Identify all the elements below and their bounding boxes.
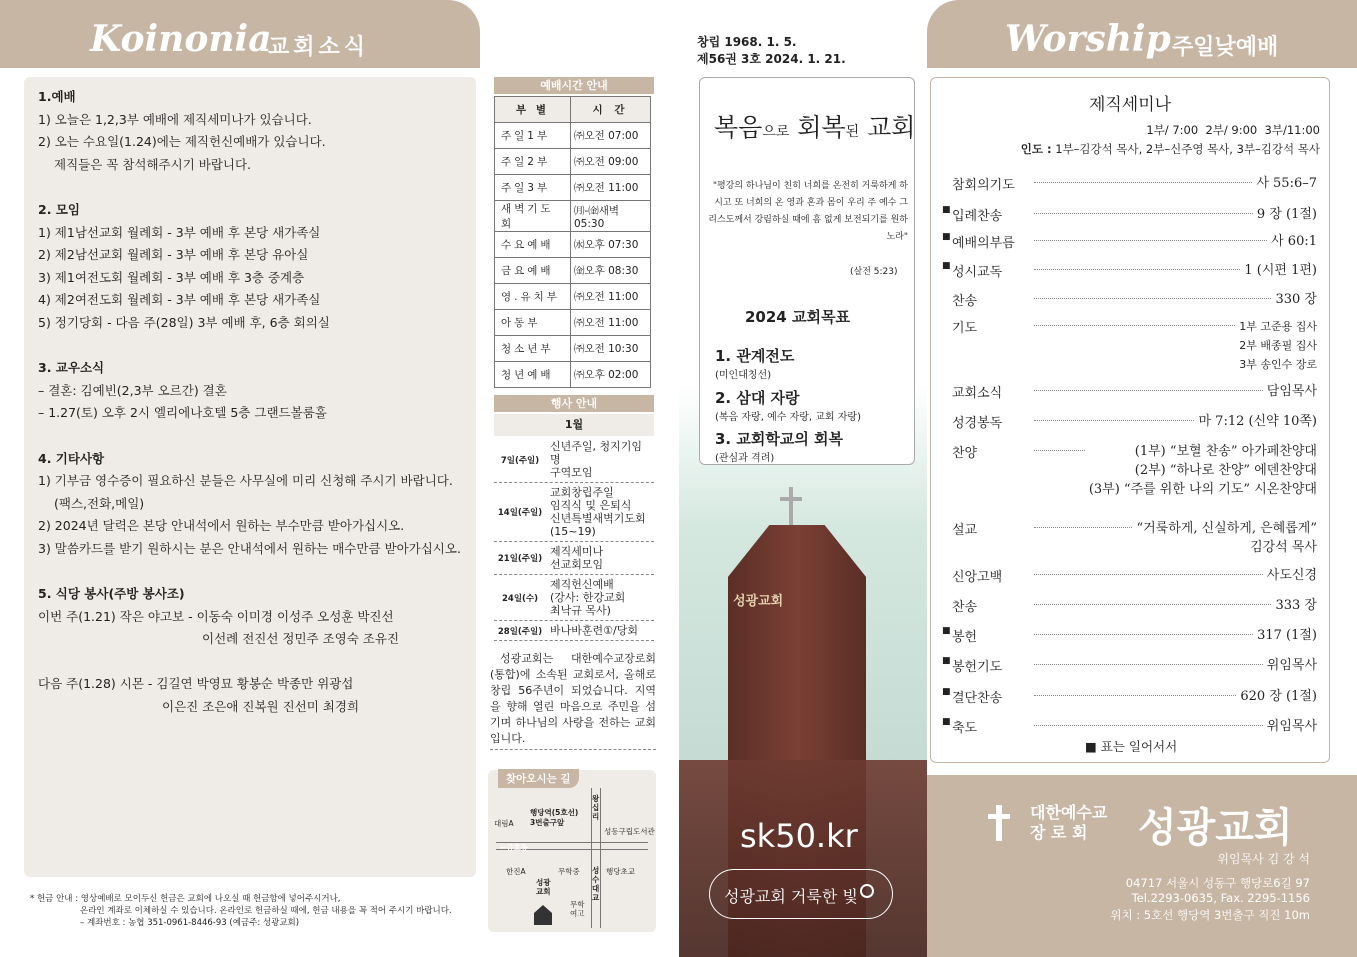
section-line: 1) 제1남선교회 월례회 - 3부 예배 후 본당 새가족실 <box>38 224 321 240</box>
order-row <box>942 687 1317 706</box>
cross-icon <box>789 487 793 527</box>
order-leader-dots <box>1034 596 1271 605</box>
order-label: 설교 <box>952 523 978 538</box>
order-row <box>942 412 1317 431</box>
schedule-part: 새벽기도회 <box>495 201 571 232</box>
order-mark: ■ <box>942 687 951 697</box>
section-gap <box>38 425 478 448</box>
order-times: 1부/ 7:00 2부/ 9:00 3부/11:00 <box>1146 123 1320 137</box>
order-value: 333 장 <box>1275 598 1317 613</box>
events-title: 행사 안내 <box>494 395 654 412</box>
map-title: 찾아오시는 길 <box>498 769 579 788</box>
order-leader-dots <box>1034 519 1132 528</box>
church-location: 위치 : 5호선 행당역 3번출구 직진 10m <box>1110 908 1310 922</box>
search-text: 성광교회 거룩한 빛 <box>724 887 858 906</box>
schedule-table-wrap <box>494 96 651 388</box>
order-row <box>942 382 1317 401</box>
order-label: 봉헌 <box>952 630 978 645</box>
order-mark: ■ <box>942 656 951 666</box>
section-line: 2) 제2남선교회 월례회 - 3부 예배 후 본당 유아실 <box>38 247 309 263</box>
order-leader-dots <box>1034 317 1235 326</box>
schedule-row <box>495 232 651 258</box>
order-label: 예배의부름 <box>952 236 1015 251</box>
order-label: 찬송 <box>952 600 978 615</box>
map-label-library: 성동구립도서관 <box>604 827 655 836</box>
schedule-row <box>495 362 651 388</box>
koinonia-title: 교회소식 <box>268 35 370 60</box>
order-value: 9 장 (1절) <box>1256 207 1317 222</box>
section-line: 5) 정기당회 - 다음 주(28일) 3부 예배 후, 6층 회의실 <box>38 314 330 330</box>
schedule-time: ㈜오전 11:00 <box>571 175 651 201</box>
order-label: 참회의기도 <box>952 178 1015 193</box>
order-label: 결단찬송 <box>952 691 1003 706</box>
order-value: 담임목사 <box>1266 384 1317 399</box>
order-row <box>942 442 1317 499</box>
order-leader-dots <box>1034 174 1252 183</box>
denom-cross-icon <box>996 805 1002 841</box>
order-label: 축도 <box>952 721 978 736</box>
order-row <box>942 261 1317 280</box>
schedule-time: ㈜오전 09:00 <box>571 149 651 175</box>
schedule-part: 주일1부 <box>495 123 571 149</box>
order-value: 330 장 <box>1275 292 1317 307</box>
order-leader-dots <box>1034 232 1267 241</box>
order-row <box>942 626 1317 645</box>
event-row <box>494 621 654 641</box>
search-icon <box>860 884 874 898</box>
worship-script: Worship <box>1005 18 1171 60</box>
order-leader-dots <box>1034 717 1263 726</box>
order-row <box>942 656 1317 675</box>
schedule-part: 아동부 <box>495 310 571 336</box>
map-label-muhak: 무학중 <box>558 867 580 876</box>
cross-bar <box>780 497 802 501</box>
schedule-time: ㈜오전 11:00 <box>571 310 651 336</box>
church-tel: Tel.2293-0635, Fax. 2295-1156 <box>1131 891 1310 905</box>
schedule-time: ㈬오후 07:30 <box>571 232 651 258</box>
event-date: 14일(주일) <box>497 508 543 518</box>
section-heading: 4. 기타사항 <box>38 450 105 466</box>
order-value: 317 (1절) <box>1257 628 1317 643</box>
map-label-daerim: 대림A <box>494 819 514 828</box>
order-label: 교회소식 <box>952 386 1003 401</box>
section-line: 다음 주(1.28) 시몬 - 김길연 박영묘 황봉순 박종만 위광섭 <box>38 676 354 692</box>
order-label: 찬양 <box>952 446 978 461</box>
schedule-row <box>495 123 651 149</box>
schedule-row <box>495 149 651 175</box>
order-value: “거룩하게, 신실하게, 은혜롭게” 김강석 목사 <box>1136 521 1317 555</box>
section-line: 이은진 조은애 진복원 진선미 최경희 <box>162 699 360 715</box>
order-label: 신앙고백 <box>952 570 1003 585</box>
order-leader-dots <box>1034 687 1236 696</box>
website: sk50.kr <box>740 817 858 855</box>
schedule-part: 영.유치부 <box>495 284 571 310</box>
order-title: 제직세미나 <box>1088 95 1172 115</box>
section-heading: 3. 교우소식 <box>38 360 105 376</box>
church-address: 04717 서울시 성동구 행당로6길 97 <box>1125 876 1310 890</box>
goal-1: 1. 관계전도 (미인대칭선) <box>715 347 795 381</box>
order-value: 위임목사 <box>1266 719 1317 734</box>
section-line: 이선례 전진선 정민주 조영숙 조유진 <box>202 631 400 647</box>
order-mark: ■ <box>942 232 951 242</box>
koinonia-script: Koinonia <box>90 18 272 60</box>
denom-name-b: 장 로 회 <box>1030 823 1088 842</box>
schedule-row <box>495 336 651 362</box>
event-text: 바나바훈련①/당회 <box>550 624 638 637</box>
schedule-part: 청년예배 <box>495 362 571 388</box>
order-row <box>942 566 1317 585</box>
event-date: 7일(주일) <box>500 455 540 466</box>
schedule-part: 수요예배 <box>495 232 571 258</box>
order-leader-dots <box>1034 261 1240 270</box>
order-leader-dots <box>1034 626 1253 635</box>
events-month: 1월 <box>494 414 654 436</box>
order-leader-dots <box>1034 205 1253 214</box>
schedule-row <box>495 310 651 336</box>
schedule-part: 주일2부 <box>495 149 571 175</box>
bible-verse: "평강의 하나님이 친히 너희를 온전히 거룩하게 하시고 또 너희의 온 영과 혼과 몸이 우리 주 예수 그리스도께서 강림하실 때에 흠 없게 보전되기를 원하노라" <box>708 181 908 242</box>
order-leader-dots <box>1034 566 1263 575</box>
order-label: 성시교독 <box>952 265 1003 280</box>
event-date: 21일(주일) <box>497 554 543 564</box>
section-line: 3) 말씀카드를 받기 원하시는 분은 안내석에서 원하는 매수만큼 받아가십시오. <box>38 540 461 556</box>
map-label-wangsimni: 왕 십 리 <box>592 794 600 821</box>
schedule-time: ㈮오후 08:30 <box>571 258 651 284</box>
order-leader-dots <box>1034 656 1263 665</box>
map-label-haengdang: 행당초교 <box>606 867 635 876</box>
map-label-geumho: ←금호동 <box>500 843 529 852</box>
map-label-church: 성광 교회 <box>536 878 551 896</box>
section-line <box>38 651 478 674</box>
order-leader: 인도 : 1부–김강석 목사, 2부–신주영 목사, 3부–김강석 목사 <box>1020 142 1320 156</box>
slogan: 복음으로 회복된 교회 <box>714 113 916 142</box>
church-name: 성광교회 <box>1138 805 1293 851</box>
event-text: 신년주일, 청지기임명 구역모임 <box>550 440 643 479</box>
map-label-girls: 무학 여고 <box>570 900 585 918</box>
goals-title: 2024 교회목표 <box>745 308 850 326</box>
schedule-title: 예배시간 안내 <box>494 77 654 94</box>
schedule-row <box>495 258 651 284</box>
section-line: (팩스,전화,메일) <box>54 495 145 511</box>
denom-cross-bar <box>988 814 1010 819</box>
events-list <box>494 437 654 641</box>
church-intro: 성광교회는 대한예수교장로회(통합)에 소속된 교회로서, 올해로 창립 56주년이 되었습니다. 지역을 향해 열린 마음으로 주민을 섬기며 하나님의 사랑을 전하는 교회입니다. <box>490 651 656 750</box>
event-row <box>494 483 654 542</box>
schedule-table <box>494 96 651 388</box>
order-label: 봉헌기도 <box>952 660 1003 675</box>
event-row <box>494 437 654 483</box>
order-mark: ■ <box>942 717 951 727</box>
order-label: 입례찬송 <box>952 209 1003 224</box>
event-text: 제직세미나 선교회모임 <box>550 545 604 571</box>
section-gap <box>38 335 478 358</box>
schedule-head-time: 시 간 <box>571 97 651 123</box>
section-line: 3) 제1여전도회 월례회 - 3부 예배 후 3층 중계층 <box>38 269 305 285</box>
event-date: 28일(주일) <box>497 626 543 637</box>
church-pastor: 위임목사 김 강 석 <box>1217 852 1310 866</box>
map-label-seongsu: 성 수 대 교 <box>592 866 600 902</box>
event-date: 24일(수) <box>501 593 539 604</box>
schedule-time: ㈜오후 02:00 <box>571 362 651 388</box>
schedule-time: ㈜오전 07:00 <box>571 123 651 149</box>
section-heading: 1.예배 <box>38 89 76 104</box>
schedule-time: ㈜오전 10:30 <box>571 336 651 362</box>
order-leader-dots <box>1034 382 1263 391</box>
schedule-time: ㈪-㈮새벽 05:30 <box>571 201 651 232</box>
order-value: 620 장 (1절) <box>1240 689 1317 704</box>
event-row <box>494 575 654 621</box>
order-row <box>942 596 1317 615</box>
schedule-row <box>495 175 651 201</box>
section-line: – 1.27(토) 오후 2시 엘리에나호텔 5층 그랜드볼룸홀 <box>38 405 327 421</box>
order-value: 1 (시편 1편) <box>1244 263 1317 278</box>
order-value: 사도신경 <box>1266 568 1317 583</box>
section-line: 제직들은 꼭 참석해주시기 바랍니다. <box>54 156 252 172</box>
order-value: 마 7:12 (신약 10쪽) <box>1198 414 1317 429</box>
event-row <box>494 542 654 575</box>
map-box <box>488 770 656 932</box>
order-leader-dots <box>1034 412 1194 421</box>
event-text: 제직헌신예배 (강사: 한강교회 최낙규 목사) <box>550 578 626 617</box>
schedule-part: 주일3부 <box>495 175 571 201</box>
section-line: 2) 2024년 달력은 본당 안내석에서 원하는 부수만큼 받아가십시오. <box>38 518 405 534</box>
map-church-icon <box>534 905 552 925</box>
section-gap <box>38 176 478 199</box>
order-value: 위임목사 <box>1266 658 1317 673</box>
order-value: 사 60:1 <box>1271 234 1317 249</box>
map-label-hanjin: 한진A <box>506 867 526 876</box>
schedule-row <box>495 201 651 232</box>
schedule-head-part: 부 별 <box>495 97 571 123</box>
founded: 창립 1968. 1. 5. <box>697 35 797 49</box>
order-mark: ■ <box>942 626 951 636</box>
goal-2: 2. 삼대 자랑 (복음 자랑, 예수 자랑, 교회 자랑) <box>715 389 861 423</box>
denom-name-a: 대한예수교 <box>1030 803 1108 822</box>
offering-footnote: * 헌금 안내 : 영상예배로 모이두신 헌금은 교회에 나오실 때 헌금함에 넣어주시거나, 온라인 계좌로 이체하실 수 있습니다. 온라인로 헌금하실 때에, 헌금 내용을 꼭 적어 주시기 바랍니다. – 계좌번호 : 농협 351-0961-8446-93 (예금주: 성광교회) <box>30 894 452 928</box>
order-value: (1부) “보혈 찬송” 아가페찬양대 (2부) “하나로 찬양” 에덴찬양대 (3부) “주를 위한 나의 기도” 시온찬양대 <box>1088 444 1317 497</box>
schedule-time: ㈜오전 11:00 <box>571 284 651 310</box>
schedule-row <box>495 284 651 310</box>
section-line: 1) 오늘은 1,2,3부 예배에 제직세미나가 있습니다. <box>38 111 312 127</box>
order-mark: ■ <box>942 261 951 271</box>
church-tower-sign: 성광교회 <box>733 594 784 609</box>
section-line: 이번 주(1.21) 작은 야고보 - 이동숙 이미경 이성주 오성훈 박진선 <box>38 608 394 624</box>
order-row <box>942 205 1317 224</box>
section-heading: 5. 식당 봉사(주방 봉사조) <box>38 586 185 602</box>
worship-title: 주일낮예배 <box>1172 35 1279 60</box>
order-row <box>942 717 1317 736</box>
section-line: 1) 기부금 영수증이 필요하신 분들은 사무실에 미리 신청해 주시기 바랍니다. <box>38 473 453 489</box>
event-text: 교회창립주일 임직식 및 은퇴식 신년특별새벽기도회 (15~19) <box>550 486 646 538</box>
section-gap <box>38 560 478 583</box>
news-list <box>38 86 478 719</box>
church-building <box>679 760 927 957</box>
order-value: 1부 고준용 집사 2부 배종필 집사 3부 송인수 장로 <box>1239 320 1317 371</box>
section-line: – 결혼: 김예빈(2,3부 오르간) 결혼 <box>38 382 227 398</box>
order-leader-dots <box>1034 290 1271 299</box>
schedule-part: 금요예배 <box>495 258 571 284</box>
order-mark: ■ <box>942 205 951 215</box>
order-label: 찬송 <box>952 294 978 309</box>
order-row <box>942 519 1317 557</box>
goal-3: 3. 교회학교의 회복 (관심과 격려) <box>715 430 844 464</box>
verse-ref: (살전 5:23) <box>850 267 898 277</box>
schedule-part: 청소년부 <box>495 336 571 362</box>
issue: 제56권 3호 2024. 1. 21. <box>697 52 846 66</box>
order-row <box>942 317 1317 374</box>
order-note: ■ 표는 일어서서 <box>1085 739 1178 754</box>
section-heading: 2. 모임 <box>38 201 80 217</box>
map-label-station: 행당역(5호선) 3번출구앞 <box>530 808 579 827</box>
section-line: 2) 오는 수요일(1.24)에는 제직헌신예배가 있습니다. <box>38 134 326 150</box>
section-line: 4) 제2여전도회 월례회 - 3부 예배 후 본당 새가족실 <box>38 292 321 308</box>
order-row <box>942 174 1317 193</box>
order-label: 성경봉독 <box>952 416 1003 431</box>
order-leader-dots <box>1034 442 1085 451</box>
order-value: 사 55:6–7 <box>1256 176 1317 191</box>
order-row <box>942 290 1317 309</box>
order-row <box>942 232 1317 251</box>
order-label: 기도 <box>952 321 978 336</box>
